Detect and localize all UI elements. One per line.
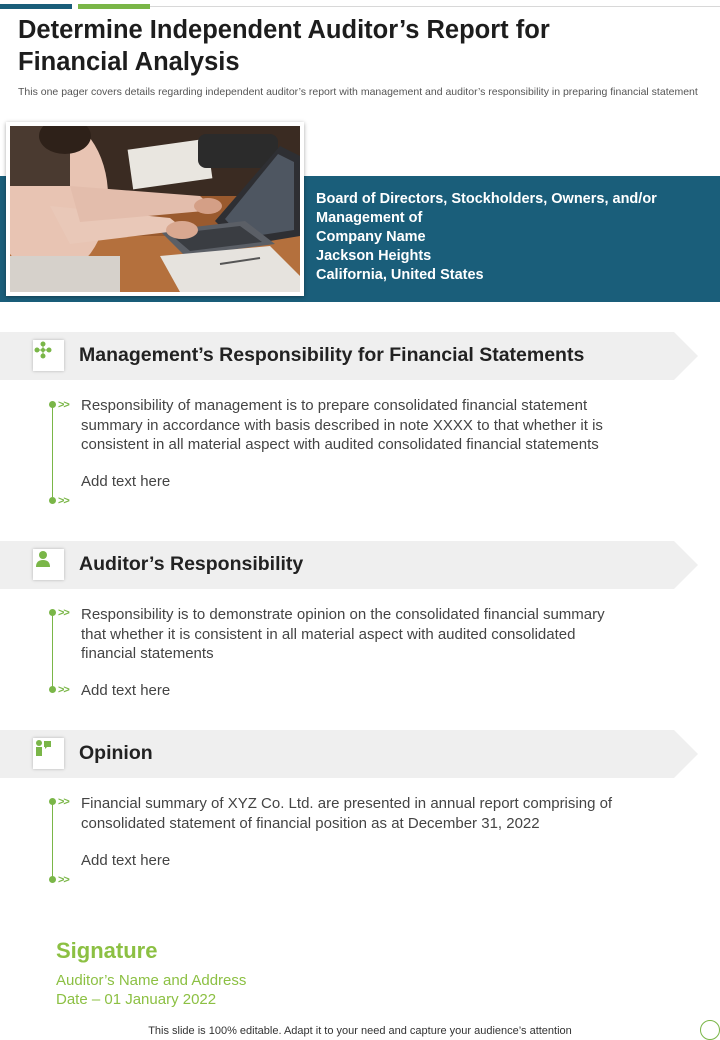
- accent-segment-teal: [0, 4, 72, 9]
- chevron-right-icon: >>: [58, 495, 69, 507]
- laptop-work-image: [10, 126, 300, 292]
- section-header-auditor: [0, 541, 698, 589]
- addressee-block: [316, 190, 716, 285]
- chevron-right-icon: >>: [58, 874, 69, 886]
- add-text-placeholder: Add text here: [81, 473, 171, 490]
- body-line: Responsibility of management is to prepare consolidated financial statement: [81, 397, 588, 414]
- section-title: Auditor’s Responsibility: [79, 553, 304, 575]
- speaker-icon: [33, 738, 64, 769]
- timeline-dot: [49, 497, 56, 504]
- body-line: that whether it is consistent in all material aspect with audited consolidated: [81, 625, 576, 643]
- section-header-management: [0, 332, 698, 380]
- chevron-right-icon: >>: [58, 684, 69, 696]
- title-line-2: Financial Analysis: [18, 48, 240, 76]
- org-chart-icon: [33, 340, 64, 371]
- section-title: Opinion: [79, 742, 153, 764]
- body-line: summary in accordance with basis described in note XXXX to that whether it is: [81, 416, 603, 434]
- footer-note: This slide is 100% editable. Adapt it to your need and capture your audience’s attention: [148, 1025, 572, 1037]
- accent-segment-green: [78, 4, 150, 9]
- header-divider: [150, 6, 720, 7]
- body-line: consolidated statement of financial position as at December 31, 2022: [81, 814, 540, 832]
- timeline-dot: [49, 876, 56, 883]
- user-icon: [33, 549, 64, 580]
- body-line: consistent in all material aspect with audited consolidated financial statements: [81, 436, 599, 453]
- body-line: Financial summary of XYZ Co. Ltd. are presented in annual report comprising of: [81, 795, 613, 812]
- addressee-line: Jackson Heights: [316, 248, 432, 264]
- title-line-1: Determine Independent Auditor’s Report for: [18, 16, 550, 44]
- add-text-placeholder: Add text here: [81, 682, 171, 699]
- chevron-right-icon: >>: [58, 607, 69, 619]
- auditor-name-address: Auditor’s Name and Address: [56, 972, 247, 989]
- timeline-dot: [49, 686, 56, 693]
- section-body: [81, 605, 681, 664]
- addressee-line: Company Name: [316, 229, 426, 245]
- timeline-line: [52, 406, 53, 497]
- chevron-right-icon: >>: [58, 399, 69, 411]
- page-title: [18, 14, 698, 78]
- addressee-line: California, United States: [316, 267, 484, 283]
- section-title: Management’s Responsibility for Financial Statements: [79, 344, 585, 366]
- timeline-line: [52, 803, 53, 878]
- page-subtitle: This one pager covers details regarding independent auditor’s report with management and auditor’s responsibility in preparing financial statement: [18, 86, 698, 98]
- section-body: [81, 396, 681, 455]
- office-photo: [6, 122, 304, 296]
- section-body: [81, 794, 681, 833]
- body-line: financial statements: [81, 645, 214, 662]
- addressee-line: Management of: [316, 210, 423, 226]
- top-accent-bar: [0, 0, 720, 10]
- section-header-opinion: [0, 730, 698, 778]
- signature-heading: Signature: [56, 938, 158, 963]
- timeline-line: [52, 614, 53, 688]
- add-text-placeholder: Add text here: [81, 852, 171, 869]
- chevron-right-icon: >>: [58, 796, 69, 808]
- signature-date: Date – 01 January 2022: [56, 991, 217, 1008]
- body-line: Responsibility is to demonstrate opinion on the consolidated financial summary: [81, 606, 605, 623]
- corner-circle-icon: [700, 1020, 720, 1040]
- addressee-line: Board of Directors, Stockholders, Owners, and/or: [316, 191, 657, 207]
